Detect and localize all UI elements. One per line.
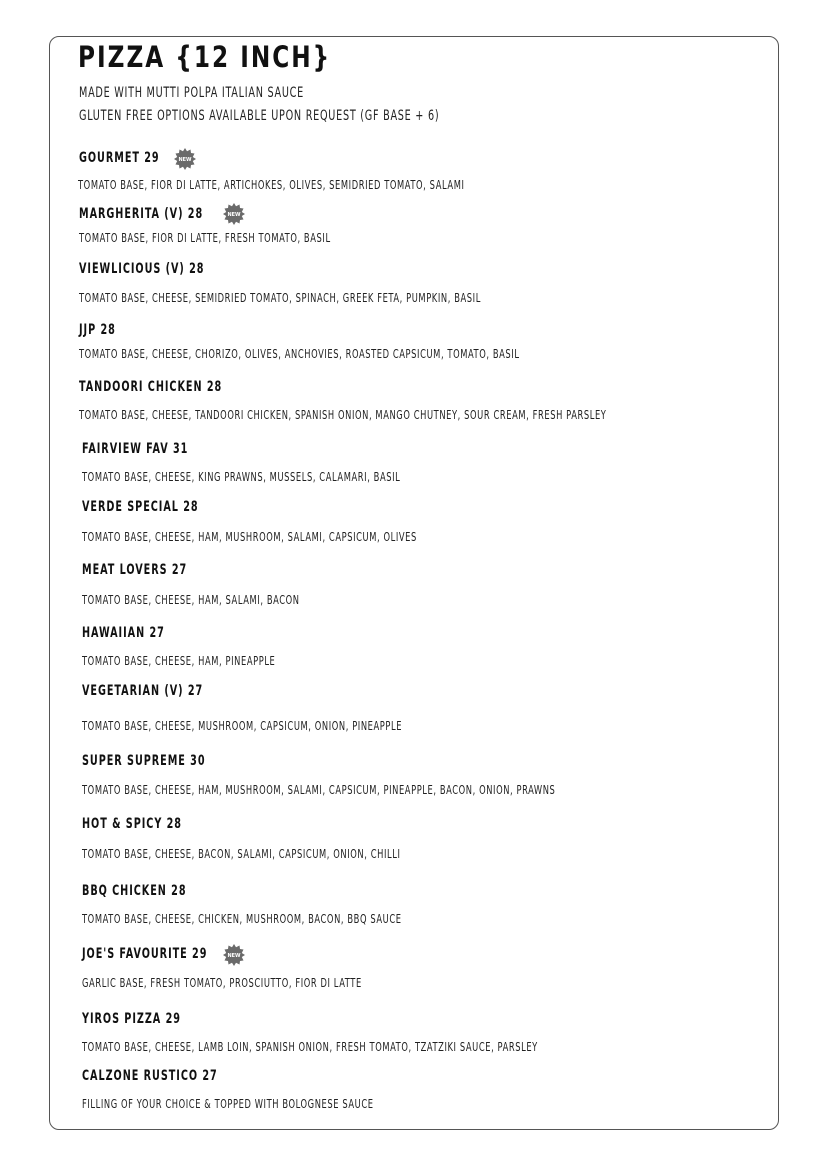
menu-subtitle-sauce: MADE WITH MUTTI POLPA ITALIAN SAUCE (79, 85, 305, 101)
menu-item-description: TOMATO BASE, FIOR DI LATTE, FRESH TOMATO, BASIL (79, 230, 331, 245)
menu-item-name: HAWAIIAN 27 (82, 625, 165, 641)
menu-item-description: TOMATO BASE, CHEESE, CHICKEN, MUSHROOM, BACON, BBQ SAUCE (82, 911, 402, 926)
menu-item-name: BBQ CHICKEN 28 (82, 883, 187, 899)
menu-item-name: JOE'S FAVOURITE 29 (82, 946, 208, 962)
menu-item-name: YIROS PIZZA 29 (82, 1011, 181, 1027)
menu-item-description: TOMATO BASE, CHEESE, HAM, MUSHROOM, SALAMI, CAPSICUM, PINEAPPLE, BACON, ONION, PRAWNS (82, 782, 556, 797)
menu-item-description: TOMATO BASE, CHEESE, HAM, PINEAPPLE (82, 653, 276, 668)
menu-item-description: FILLING OF YOUR CHOICE & TOPPED WITH BOLOGNESE SAUCE (82, 1096, 374, 1111)
menu-item-description: TOMATO BASE, CHEESE, TANDOORI CHICKEN, SPANISH ONION, MANGO CHUTNEY, SOUR CREAM, FRESH PARSLEY (79, 407, 607, 422)
menu-item-description: TOMATO BASE, CHEESE, HAM, SALAMI, BACON (82, 592, 300, 607)
menu-item-description: TOMATO BASE, CHEESE, MUSHROOM, CAPSICUM, ONION, PINEAPPLE (82, 718, 403, 733)
menu-item-name: HOT & SPICY 28 (82, 816, 182, 832)
menu-item-description: TOMATO BASE, CHEESE, HAM, MUSHROOM, SALAMI, CAPSICUM, OLIVES (82, 529, 417, 544)
menu-subtitle-gluten-free: GLUTEN FREE OPTIONS AVAILABLE UPON REQUEST (GF BASE + 6) (79, 108, 440, 124)
menu-title: PIZZA {12 INCH} (78, 40, 332, 74)
menu-item-description: TOMATO BASE, CHEESE, LAMB LOIN, SPANISH ONION, FRESH TOMATO, TZATZIKI SAUCE, PARSLEY (82, 1039, 538, 1054)
menu-item-description: TOMATO BASE, CHEESE, KING PRAWNS, MUSSELS, CALAMARI, BASIL (82, 469, 401, 484)
new-badge-icon (174, 148, 196, 170)
menu-item-name: MARGHERITA (V) 28 (79, 206, 204, 222)
menu-item-description: TOMATO BASE, FIOR DI LATTE, ARTICHOKES, OLIVES, SEMIDRIED TOMATO, SALAMI (78, 177, 465, 192)
menu-item-description: TOMATO BASE, CHEESE, BACON, SALAMI, CAPSICUM, ONION, CHILLI (82, 846, 401, 861)
menu-item-description: TOMATO BASE, CHEESE, CHORIZO, OLIVES, ANCHOVIES, ROASTED CAPSICUM, TOMATO, BASIL (79, 346, 520, 361)
menu-frame (49, 36, 779, 1130)
menu-item-name: FAIRVIEW FAV 31 (82, 441, 189, 457)
new-badge-text: NEW (227, 953, 241, 959)
menu-item-name: JJP 28 (79, 322, 116, 338)
menu-item-name: VERDE SPECIAL 28 (82, 499, 199, 515)
new-badge-text: NEW (178, 157, 192, 163)
menu-item-name: SUPER SUPREME 30 (82, 753, 206, 769)
menu-item-name: MEAT LOVERS 27 (82, 562, 188, 578)
menu-item-name: CALZONE RUSTICO 27 (82, 1068, 218, 1084)
new-badge-icon (223, 203, 245, 225)
new-badge-text: NEW (227, 212, 241, 218)
menu-item-name: TANDOORI CHICKEN 28 (79, 379, 223, 395)
menu-item-description: TOMATO BASE, CHEESE, SEMIDRIED TOMATO, SPINACH, GREEK FETA, PUMPKIN, BASIL (79, 290, 481, 305)
menu-item-description: GARLIC BASE, FRESH TOMATO, PROSCIUTTO, FIOR DI LATTE (82, 975, 362, 990)
menu-item-name: VIEWLICIOUS (V) 28 (79, 261, 205, 277)
new-badge-icon (223, 944, 245, 966)
menu-item-name: VEGETARIAN (V) 27 (82, 683, 204, 699)
menu-item-name: GOURMET 29 (79, 150, 160, 166)
